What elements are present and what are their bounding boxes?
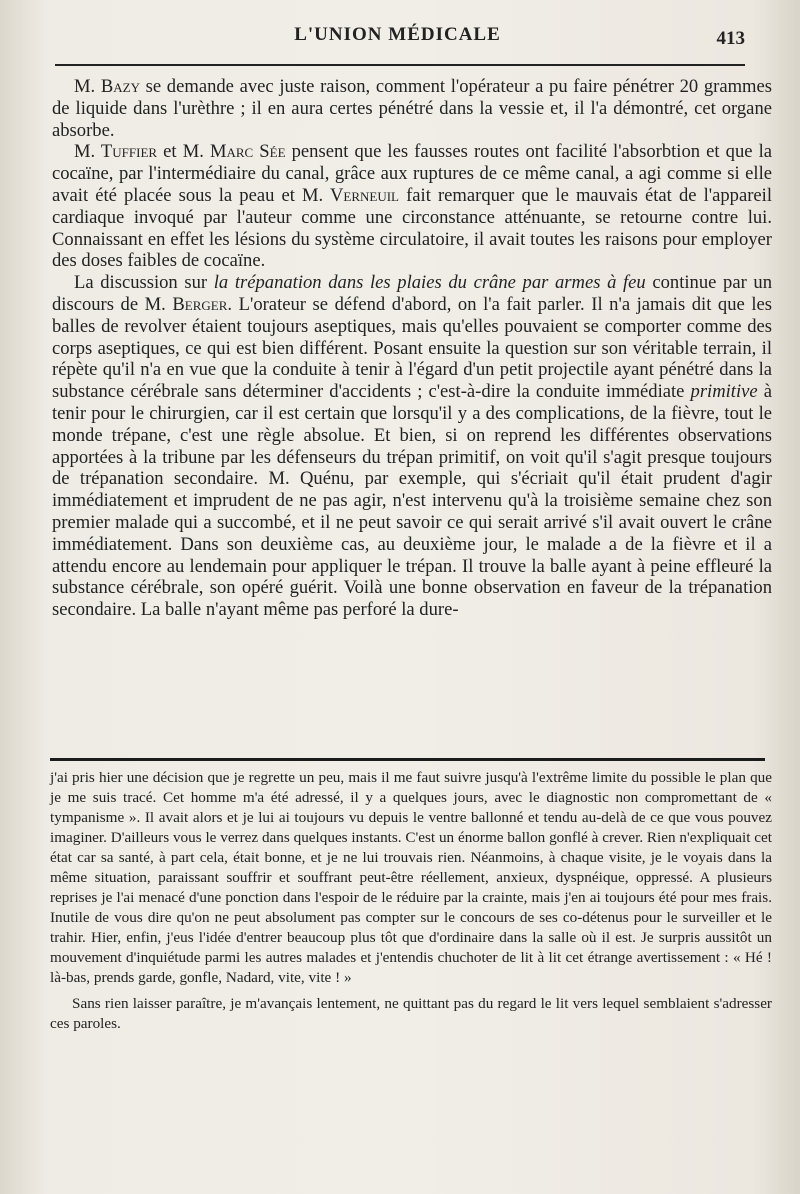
- paragraph-text: se demande avec juste raison, comment l'opérateur a pu faire pénétrer 20 grammes de liquide dans l'urèthre ; il en aura certes pénétré dans la vessie et, il l'a démontré, cet organe absorbe.: [52, 76, 772, 141]
- feuilleton-paragraph: j'ai pris hier une décision que je regrette un peu, mais il me faut suivre jusqu'à l'extrême limite du possible le plan que je me suis tracé. Cet homme m'a été adressé, il y a quelques jours, avec le diagnostic non compromettant de « tympanisme ». Il avait alors et je lui ai toujours vu depuis le ventre ballonné et tendu au-delà de ce que vous pouvez imaginer. D'ailleurs vous le verrez dans quelques instants. C'est un énorme ballon gonflé à crever. Rien n'expliquait cet état car sa santé, à part cela, était bonne, et je ne lui trouvais rien. Néanmoins, à chaque visite, je le voyais dans la même situation, paraissant souffrir et souffrant peut-être réellement, anxieux, dyspnéique, oppressé. A plusieurs reprises je l'ai menacé d'une ponction dans l'espoir de le réduire par la crainte, mais j'en ai toujours été pour mes frais. Inutile de vous dire qu'on ne peut absolument pas compter sur le concours de ses co-détenus pour le surveiller et le trahir. Hier, enfin, j'eus l'idée d'entrer beaucoup plus tôt que d'ordinaire dans la salle où il est. Je surpris aussitôt un mouvement d'inquiétude parmi les autres malades et j'entendis chuchoter de lit à lit cet étrange avertissement : « Hé ! là-bas, prends garde, gonfle, Nadard, vite, vite ! »: [50, 769, 772, 986]
- article-paragraph: [52, 141, 772, 272]
- paragraph-text: et: [157, 141, 183, 163]
- feuilleton-paragraph: Sans rien laisser paraître, je m'avançais lentement, ne quittant pas du regard le lit vers lequel semblaient s'adresser ces paroles.: [50, 995, 772, 1032]
- paragraph-text: à tenir pour le chirurgien, car il est certain que lorsqu'il y a des complications, de la fièvre, tout le monde trépane, c'est une règle absolue. Et bien, si on reprend les différentes observations apportées à la tribune par les défenseurs du trépan primitif, on voit qu'il s'agit presque toujours de trépanation secondaire. M. Quénu, par exemple, qui s'écriait qu'il était prudent d'agir immédiatement et imprudent de ne pas agir, n'est intervenu qu'à la troisième semaine chez son premier malade qui a succombé, et il ne peut savoir ce qui serait arrivé s'il avait ouvert le crâne immédiatement. Dans son deuxième cas, au deuxième jour, le malade a de la fièvre et il a attendu encore au lendemain pour appliquer le trépan. Il trouve la balle ayant à peine effleuré la substance cérébrale, son opéré guérit. Voilà une bonne observation en faveur de la trépanation secondaire. La balle n'ayant même pas perforé la dure-: [52, 381, 772, 621]
- page-number: 413: [716, 28, 745, 49]
- author-name: M. Verneuil: [302, 184, 399, 206]
- journal-title: L'UNION MÉDICALE: [294, 24, 501, 45]
- feuilleton-separator: [50, 758, 765, 761]
- paragraph-text: continue par un discours de M.: [52, 272, 772, 315]
- author-name: Berger: [172, 293, 228, 315]
- feuilleton-body: [50, 768, 772, 1034]
- article-paragraph: [52, 76, 772, 141]
- paragraph-text: pensent que les fausses routes ont facilité l'absorbtion et que la cocaïne, par l'intermédiaire du canal, grâce aux ruptures de ce même canal, a agi comme si elle avait été placée sous la peau et: [52, 141, 772, 206]
- emphasized-text: la trépanation dans les plaies du crâne par armes à feu: [213, 272, 646, 294]
- paragraph-text: La discussion sur: [74, 272, 214, 294]
- article-paragraph: [52, 272, 772, 621]
- article-body: [52, 76, 772, 621]
- paragraph-text: fait remarquer que le mauvais état de l'appareil cardiaque invoqué par l'auteur comme une circonstance atténuante, se retourne contre lui. Connaissant en effet les lésions du système circulatoire, il avait toutes les raisons pour employer des doses faibles de cocaïne.: [52, 184, 772, 272]
- emphasized-text: primitive: [690, 381, 758, 403]
- author-name: M. Bazy: [74, 76, 140, 97]
- author-name: M. Marc Sée: [182, 141, 286, 163]
- running-header: [50, 20, 745, 60]
- author-name: M. Tuffier: [74, 141, 158, 163]
- header-rule: [55, 64, 745, 66]
- paragraph-text: . L'orateur se défend d'abord, on l'a fait parler. Il n'a jamais dit que les balles de revolver étaient toujours aseptiques, mais qu'elles pouvaient se comporter comme des corps aseptiques, ce qui est bien différent. Posant ensuite la question sur son véritable terrain, il répète qu'il n'a en vue que la conduite à tenir à l'égard d'un petit projectile ayant pénétré dans la substance cérébrale sans déterminer d'accidents ; c'est-à-dire la conduite immédiate: [52, 293, 772, 403]
